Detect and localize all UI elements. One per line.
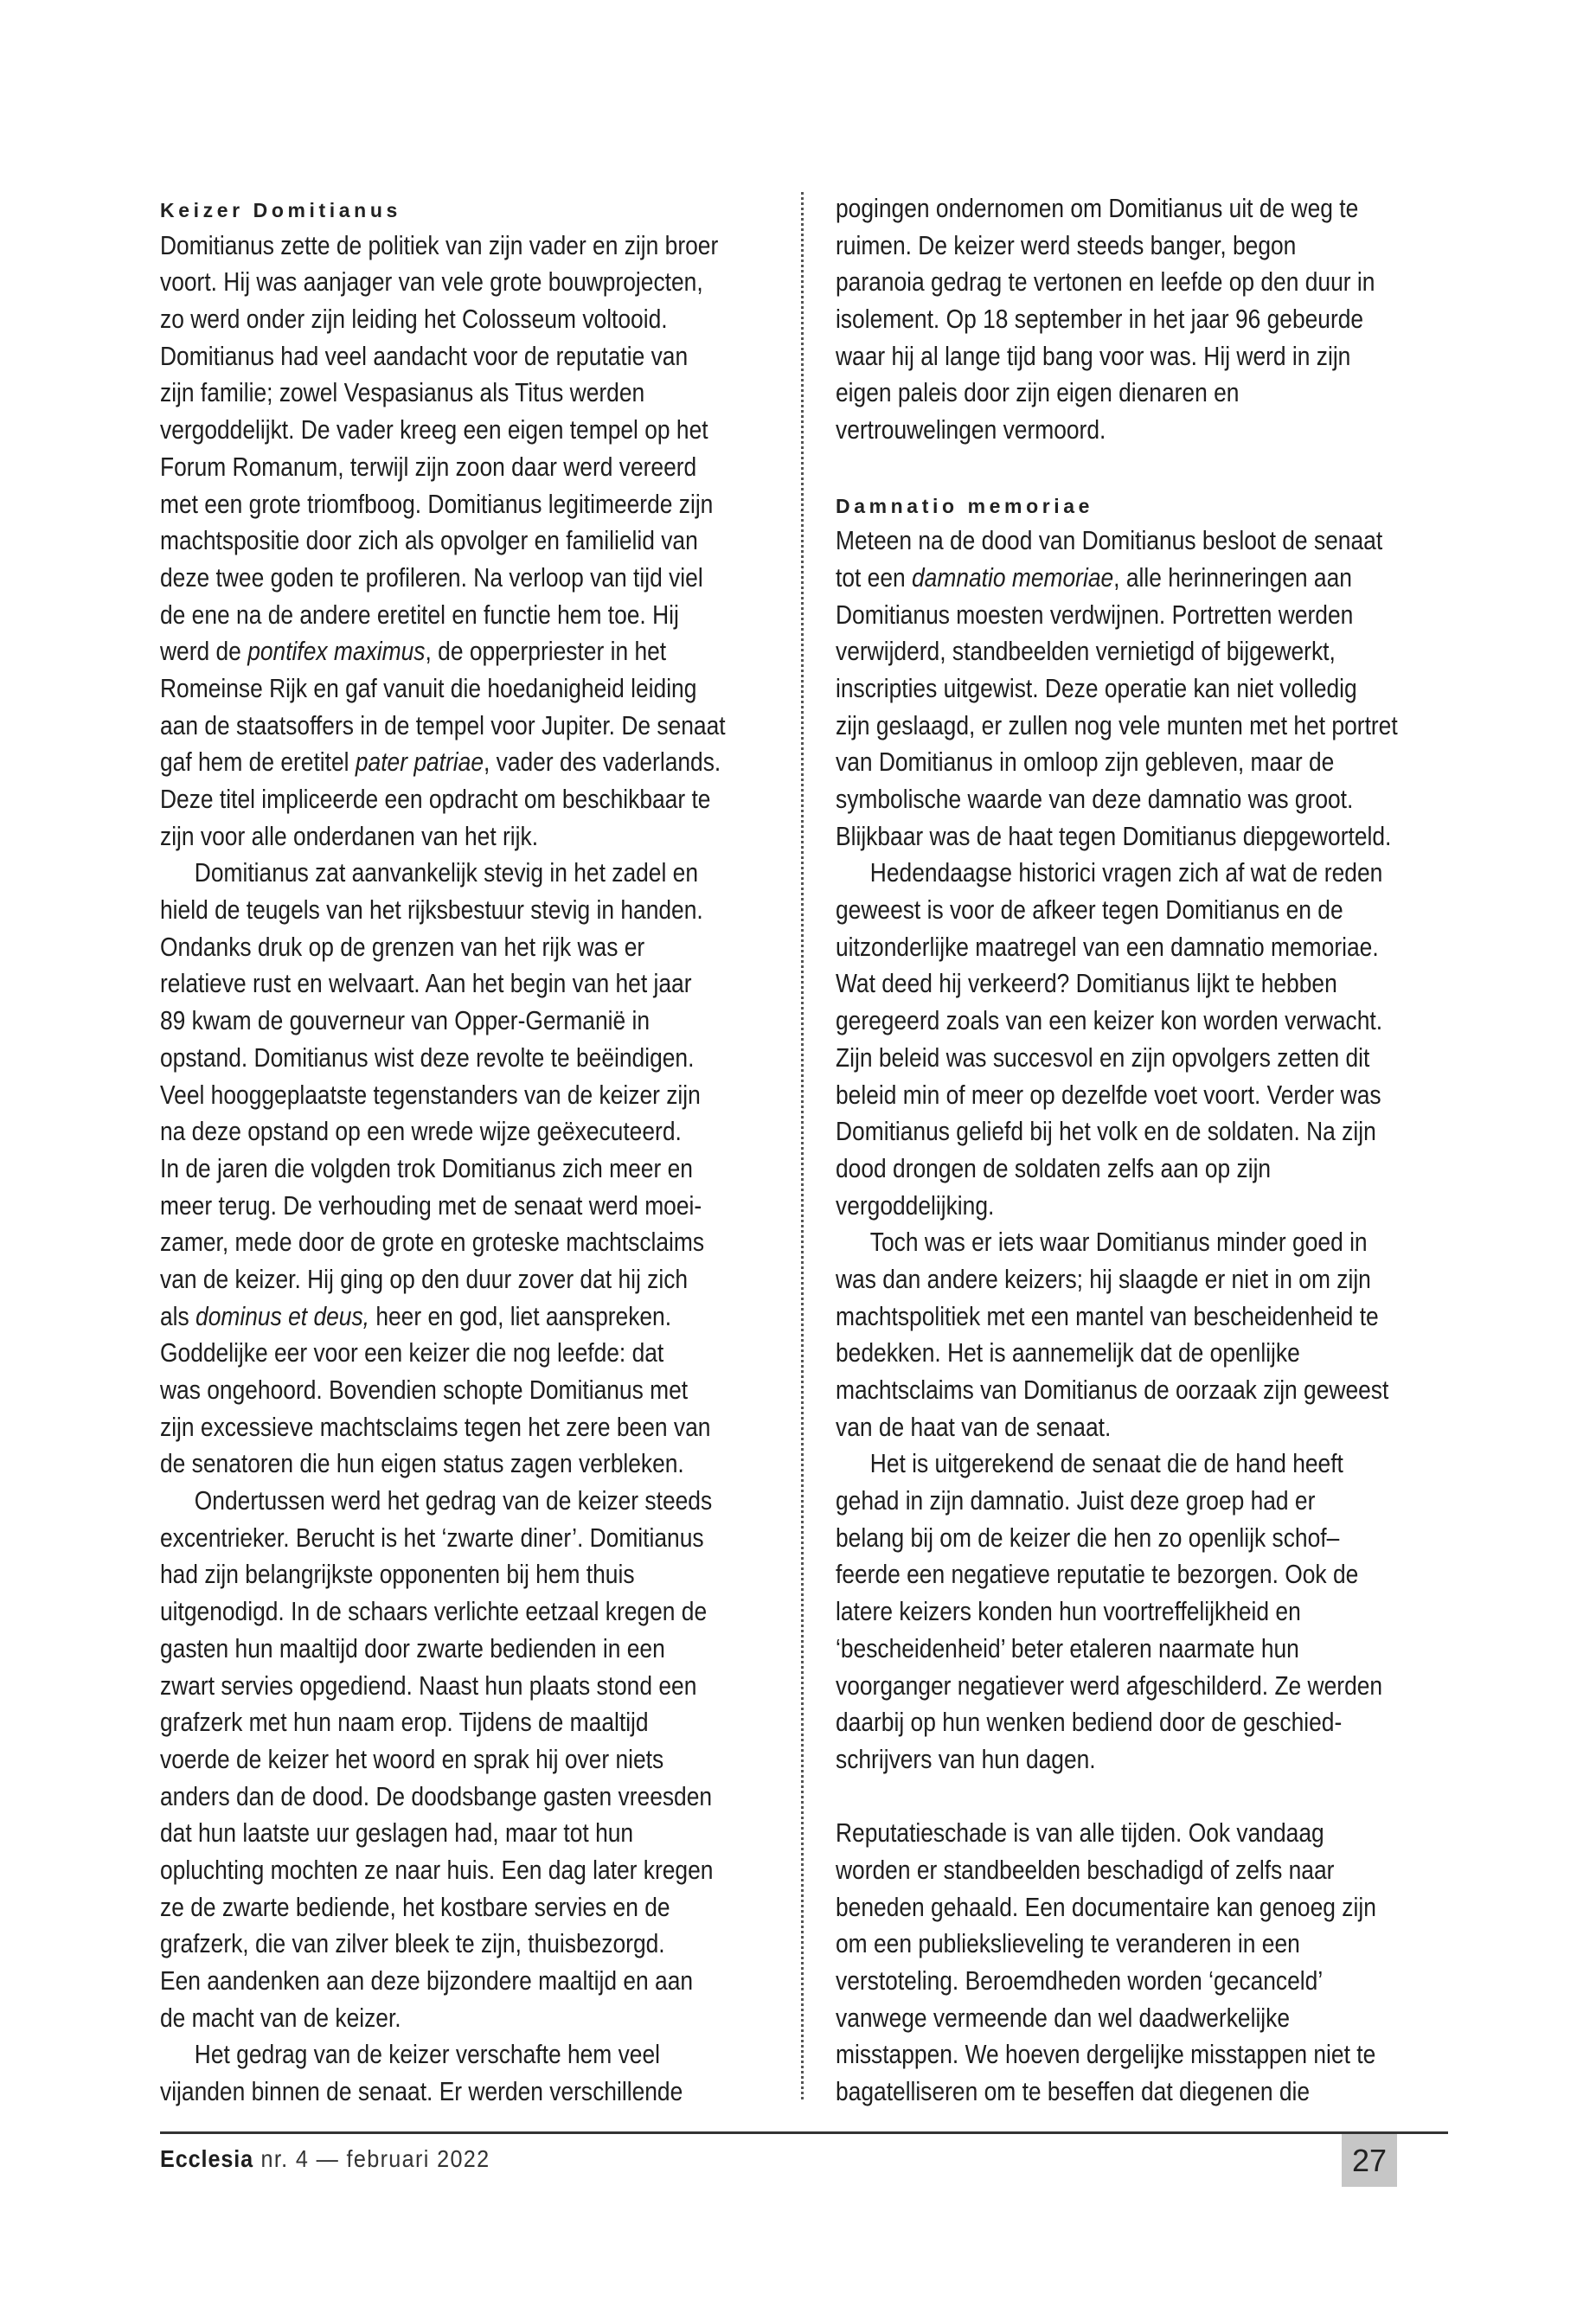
text-line: Goddelijke eer voor een keizer die nog leefde: dat xyxy=(160,1338,664,1368)
text-line: voort. Hij was aanjager van vele grote bouwprojecten, xyxy=(160,267,703,298)
text-line: daarbij op hun wenken bediend door de geschied- xyxy=(836,1708,1343,1738)
text-line: van Domitianus in omloop zijn gebleven, maar de xyxy=(836,747,1335,778)
text-line: opstand. Domitianus wist deze revolte te beëindigen. xyxy=(160,1042,695,1073)
text-line: belang bij om de keizer die hen zo openlijk schof– xyxy=(836,1522,1340,1553)
text-line: grafzerk, die van zilver bleek te zijn, thuisbezorgd. xyxy=(160,1929,665,1959)
text-line: Domitianus zette de politiek van zijn vader en zijn broer xyxy=(160,230,719,260)
text-line: feerde een negatieve reputatie te bezorgen. Ook de xyxy=(836,1560,1359,1590)
text-line: vertrouwelingen vermoord. xyxy=(836,415,1106,445)
text-line: Wat deed hij verkeerd? Domitianus lijkt te hebben xyxy=(836,969,1337,999)
text-line: dood drongen de soldaten zelfs aan op zijn xyxy=(836,1153,1272,1183)
section-heading: Keizer Domitianus xyxy=(160,199,401,221)
text-line: beleid min of meer op dezelfde voet voort. Verder was xyxy=(836,1080,1381,1110)
text-segment: , alle herinneringen aan xyxy=(1113,562,1352,593)
text-line: bedekken. Het is aannemelijk dat de openlijke xyxy=(836,1338,1300,1368)
footer xyxy=(160,2145,490,2173)
section-heading: Damnatio memoriae xyxy=(836,494,1094,517)
text-line: uitgenodigd. In de schaars verlichte eetzaal kregen de xyxy=(160,1597,708,1627)
text-line: vanwege vermeende dan wel daadwerkelijke xyxy=(836,2003,1291,2033)
text-line: vijanden binnen de senaat. Er werden verschillende xyxy=(160,2077,683,2107)
text-line: voerde de keizer het woord en sprak hij over niets xyxy=(160,1744,664,1774)
text-line: van de keizer. Hij ging op den duur zover dat hij zich xyxy=(160,1264,689,1294)
text-line: Het gedrag van de keizer verschafte hem veel xyxy=(194,2040,660,2070)
text-line: zijn geslaagd, er zullen nog vele munten met het portret xyxy=(836,710,1398,740)
text-line: na deze opstand op een wrede wijze geëxecuteerd. xyxy=(160,1117,682,1147)
text-line: machtspolitiek met een mantel van bescheidenheid te xyxy=(836,1301,1379,1331)
text-line: Domitianus had veel aandacht voor de reputatie van xyxy=(160,341,689,371)
text-line: dat hun laatste uur geslagen had, maar tot hun xyxy=(160,1818,634,1849)
text-line: Ondanks druk op de grenzen van het rijk was er xyxy=(160,932,645,962)
text-line: Zijn beleid was succesvol en zijn opvolgers zetten dit xyxy=(836,1042,1370,1073)
text-line: had zijn belangrijkste opponenten bij hem thuis xyxy=(160,1560,635,1590)
text-line: machtsclaims van Domitianus de oorzaak zijn geweest xyxy=(836,1375,1389,1405)
text-line: gehad in zijn damnatio. Juist deze groep had er xyxy=(836,1486,1316,1516)
text-line: de macht van de keizer. xyxy=(160,2003,401,2033)
text-line xyxy=(160,744,721,781)
text-line: Veel hooggeplaatste tegenstanders van de keizer zijn xyxy=(160,1080,701,1110)
text-line: isolement. Op 18 september in het jaar 96 gebeurde xyxy=(836,304,1364,335)
text-line: zijn excessieve machtsclaims tegen het zere been van xyxy=(160,1412,711,1442)
text-line: In de jaren die volgden trok Domitianus zich meer en xyxy=(160,1153,693,1183)
text-line: om een publiekslieveling te veranderen in een xyxy=(836,1929,1300,1959)
text-segment: , de opperpriester in het xyxy=(425,637,667,667)
text-line: ruimen. De keizer werd steeds banger, begon xyxy=(836,230,1297,260)
text-line: worden er standbeelden beschadigd of zelfs naar xyxy=(836,1855,1335,1885)
text-line: inscripties uitgewist. Deze operatie kan niet volledig xyxy=(836,673,1357,703)
blank-line xyxy=(836,449,1367,486)
text-line: Meteen na de dood van Domitianus besloot de senaat xyxy=(836,526,1383,556)
text-line: hield de teugels van het rijksbestuur stevig in handen. xyxy=(160,895,703,926)
text-segment: als xyxy=(160,1301,196,1331)
text-line: zijn voor alle onderdanen van het rijk. xyxy=(160,821,539,851)
column-divider xyxy=(801,192,804,2099)
text-segment: gaf hem de eretitel xyxy=(160,747,356,778)
text-line: symbolische waarde van deze damnatio was groot. xyxy=(836,785,1354,814)
text-line: Domitianus zat aanvankelijk stevig in het zadel en xyxy=(194,858,699,888)
text-line: Ondertussen werd het gedrag van de keizer steeds xyxy=(194,1486,713,1516)
text-line: excentrieker. Berucht is het ‘zwarte diner’. Domitianus xyxy=(160,1522,704,1553)
text-line: relatieve rust en welvaart. Aan het begin van het jaar xyxy=(160,969,692,999)
text-line: van de haat van de senaat. xyxy=(836,1412,1112,1442)
text-line: opluchting mochten ze naar huis. Een dag later kregen xyxy=(160,1855,714,1885)
right-column xyxy=(836,190,1450,2111)
text-segment: tot een xyxy=(836,562,913,593)
text-line: Domitianus geliefd bij het volk en de soldaten. Na zijn xyxy=(836,1117,1376,1147)
text-line: vergoddelijking. xyxy=(836,1190,995,1221)
text-line: Forum Romanum, terwijl zijn zoon daar werd vereerd xyxy=(160,452,697,482)
text-line: was ongehoord. Bovendien schopte Domitianus met xyxy=(160,1375,689,1405)
text-line: bagatelliseren om te beseffen dat diegenen die xyxy=(836,2077,1311,2107)
text-line: eigen paleis door zijn eigen dienaren en xyxy=(836,378,1240,408)
text-line: de ene na de andere eretitel en functie hem toe. Hij xyxy=(160,599,679,630)
italic-term: pontifex maximus xyxy=(247,637,426,667)
text-line: grafzerk met hun naam erop. Tijdens de maaltijd xyxy=(160,1708,649,1738)
text-line: ‘bescheidenheid’ beter etaleren naarmate hun xyxy=(836,1633,1299,1663)
text-line: waar hij al lange tijd bang voor was. Hij werd in zijn xyxy=(836,341,1351,371)
page-number: 27 xyxy=(1342,2134,1397,2187)
magazine-name: Ecclesia xyxy=(160,2145,254,2172)
text-line: was dan andere keizers; hij slaagde er niet in om zijn xyxy=(836,1264,1371,1294)
text-line: latere keizers konden hun voortreffelijkheid en xyxy=(836,1597,1301,1627)
text-line: Romeinse Rijk en gaf vanuit die hoedanigheid leiding xyxy=(160,673,697,703)
text-line: Domitianus moesten verdwijnen. Portretten werden xyxy=(836,599,1354,630)
text-line: uitzonderlijke maatregel van een damnatio memoriae. xyxy=(836,932,1379,962)
text-line: paranoia gedrag te vertonen en leefde op den duur in xyxy=(836,267,1375,298)
text-line: beneden gehaald. Een documentaire kan genoeg zijn xyxy=(836,1892,1376,1922)
text-segment: werd de xyxy=(160,637,248,667)
text-line: Blijkbaar was de haat tegen Domitianus diepgeworteld. xyxy=(836,821,1392,851)
text-line: geregeerd zoals van een keizer kon worden verwacht. xyxy=(836,1006,1383,1036)
italic-term: pater patriae xyxy=(355,747,484,778)
text-line: voorganger negatiever werd afgeschilderd. Ze werden xyxy=(836,1670,1383,1701)
text-line: meer terug. De verhouding met de senaat werd moei- xyxy=(160,1190,702,1221)
text-line: geweest is voor de afkeer tegen Domitianus en de xyxy=(836,895,1343,926)
text-segment: , vader des vaderlands. xyxy=(483,747,721,778)
text-line: de senatoren die hun eigen status zagen verbleken. xyxy=(160,1449,684,1479)
text-segment: heer en god, liet aanspreken. xyxy=(369,1301,672,1331)
text-line xyxy=(160,633,688,670)
text-line: verstoteling. Beroemdheden worden ‘gecanceld’ xyxy=(836,1966,1324,1996)
text-line: Hedendaagse historici vragen zich af wat de reden xyxy=(869,858,1383,888)
text-line: machtspositie door zich als opvolger en familielid van xyxy=(160,526,698,556)
text-line: schrijvers van hun dagen. xyxy=(836,1744,1096,1774)
text-line: gasten hun maaltijd door zwarte bedienden in een xyxy=(160,1633,665,1663)
text-line: met een grote triomfboog. Domitianus legitimeerde zijn xyxy=(160,489,714,519)
text-line xyxy=(836,560,1367,597)
text-line: zamer, mede door de grote en groteske machtsclaims xyxy=(160,1227,705,1258)
text-line: misstappen. We hoeven dergelijke misstappen niet te xyxy=(836,2040,1376,2070)
text-line: zwart servies opgediend. Naast hun plaats stond een xyxy=(160,1670,697,1701)
text-line: Toch was er iets waar Domitianus minder goed in xyxy=(869,1227,1368,1258)
text-line: zo werd onder zijn leiding het Colosseum voltooid. xyxy=(160,304,668,335)
footer-rule xyxy=(160,2131,1448,2134)
text-line: zijn familie; zowel Vespasianus als Titus werden xyxy=(160,378,645,408)
text-line: 89 kwam de gouverneur van Opper-Germanië in xyxy=(160,1006,651,1036)
text-line xyxy=(160,1298,688,1336)
italic-term: damnatio memoriae xyxy=(912,562,1114,593)
text-line: pogingen ondernomen om Domitianus uit de weg te xyxy=(836,194,1359,223)
text-line: aan de staatsoffers in de tempel voor Jupiter. De senaat xyxy=(160,710,726,740)
left-column xyxy=(160,190,770,2111)
text-line: Reputatieschade is van alle tijden. Ook vandaag xyxy=(836,1818,1324,1849)
text-line: deze twee goden te profileren. Na verloop van tijd viel xyxy=(160,562,703,593)
blank-line xyxy=(836,1779,1367,1816)
text-line: Een aandenken aan deze bijzondere maaltijd en aan xyxy=(160,1966,694,1996)
text-line: ze de zwarte bediende, het kostbare servies en de xyxy=(160,1892,670,1922)
text-line: Deze titel impliceerde een opdracht om beschikbaar te xyxy=(160,785,711,814)
italic-term: dominus et deus, xyxy=(195,1301,369,1331)
text-line: verwijderd, standbeelden vernietigd of bijgewerkt, xyxy=(836,637,1336,667)
text-line: anders dan de dood. De doodsbange gasten vreesden xyxy=(160,1781,713,1811)
issue-info: nr. 4 — februari 2022 xyxy=(253,2145,490,2172)
text-line: Het is uitgerekend de senaat die de hand heeft xyxy=(869,1449,1343,1479)
text-line: vergoddelijkt. De vader kreeg een eigen tempel op het xyxy=(160,415,708,445)
